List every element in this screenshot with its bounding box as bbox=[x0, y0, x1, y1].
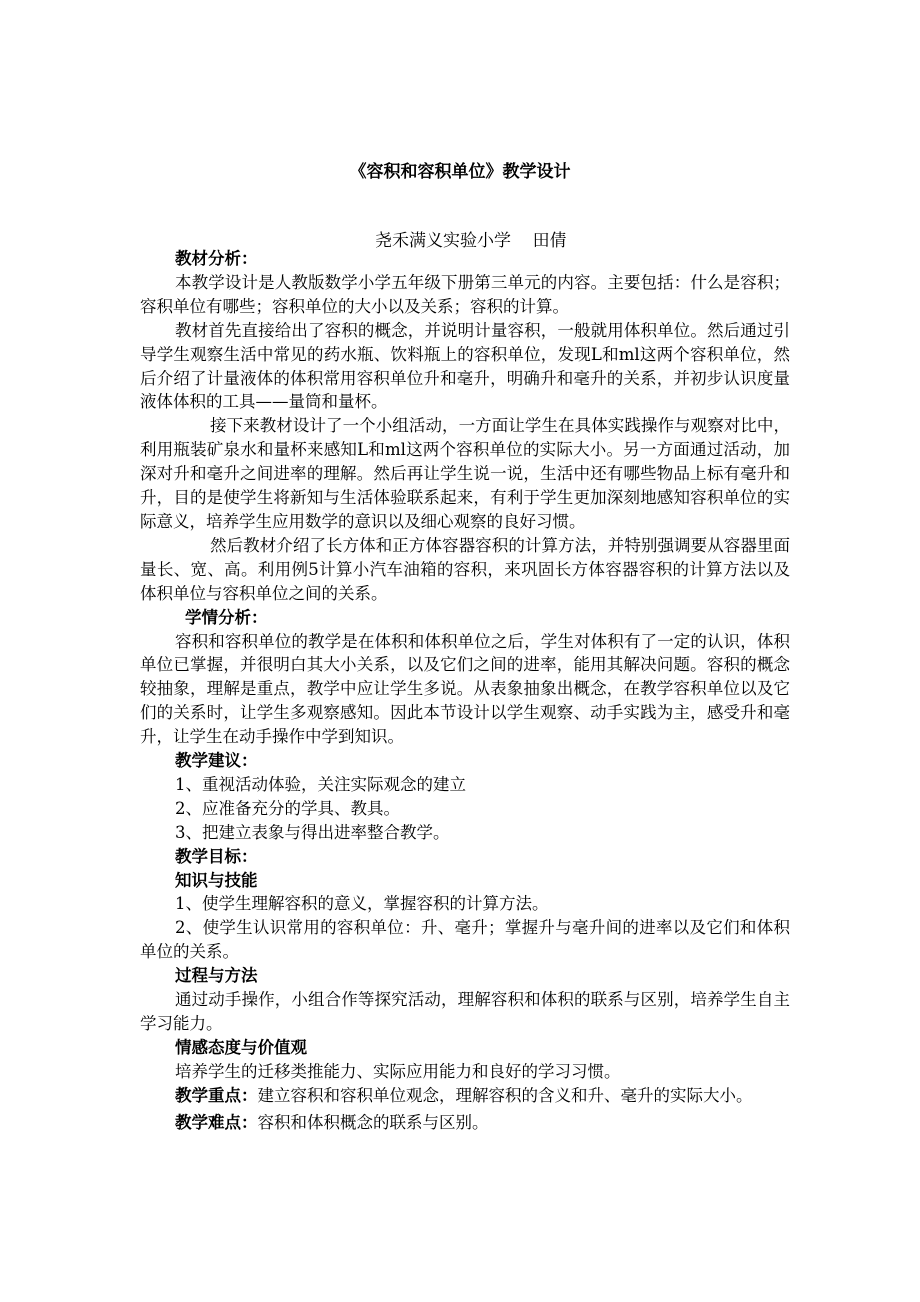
list-item: 2、使学生认识常用的容积单位：升、毫升；掌握升与毫升间的进率以及它们和体积单位的关系。 bbox=[140, 918, 790, 962]
paragraph: 接下来教材设计了一个小组活动，一方面让学生在具体实践操作与观察对比中，利用瓶装矿泉水和量杯来感知L和ml这两个容积单位的实际大小。另一方面通过活动，加深对升和毫升之间进率的理解。然后再让学生说一说，生活中还有哪些物品上标有毫升和升，目的是使学生将新知与生活体验联系起来，有利于学生更加深刻地感知容积单位的实际意义，培养学生应用数学的意识以及细心观察的良好习惯。 bbox=[140, 416, 790, 531]
heading-teaching-goals: 教学目标： bbox=[175, 846, 258, 866]
document-body bbox=[140, 247, 790, 1135]
heading-emotion-values: 情感态度与价值观 bbox=[175, 1037, 307, 1057]
document-title: 《容积和容积单位》教学设计 bbox=[349, 162, 571, 182]
difficult-points-text: 容积和体积概念的联系与区别。 bbox=[257, 1112, 489, 1132]
list-item: 1、重视活动体验，关注实际观念的建立 bbox=[175, 774, 466, 794]
list-item: 3、把建立表象与得出进率整合教学。 bbox=[175, 822, 450, 842]
author-line: 尧禾满义实验小学 田倩 bbox=[375, 231, 567, 251]
key-points bbox=[140, 1084, 790, 1108]
heading-knowledge-skills: 知识与技能 bbox=[175, 870, 258, 890]
paragraph: 然后教材介绍了长方体和正方体容器容积的计算方法，并特别强调要从容器里面量长、宽、高。利用例5计算小汽车油箱的容积，来巩固长方体容器容积的计算方法以及体积单位与容积单位之间的关系。 bbox=[140, 535, 790, 603]
paragraph: 容积和容积单位的教学是在体积和体积单位之后，学生对体积有了一定的认识，体积单位已掌握，并很明白其大小关系，以及它们之间的进率，能用其解决问题。容积的概念较抽象，理解是重点，教学中应让学生多说。从表象抽象出概念，在教学容积单位以及它们的关系时，让学生多观察感知。因此本节设计以学生观察、动手实践为主，感受升和毫升，让学生在动手操作中学到知识。 bbox=[140, 631, 790, 747]
list-item: 2、应准备充分的学具、教具。 bbox=[175, 798, 400, 818]
heading-teaching-advice: 教学建议： bbox=[175, 751, 258, 771]
difficult-points bbox=[140, 1111, 790, 1135]
heading-learner-analysis: 学情分析： bbox=[185, 607, 268, 627]
paragraph: 通过动手操作，小组合作等探究活动，理解容积和体积的联系与区别，培养学生自主学习能力。 bbox=[140, 990, 790, 1033]
list-item: 1、使学生理解容积的意义，掌握容积的计算方法。 bbox=[175, 894, 549, 914]
key-points-label: 教学重点： bbox=[175, 1085, 258, 1105]
paragraph: 教材首先直接给出了容积的概念，并说明计量容积，一般就用体积单位。然后通过引导学生观察生活中常见的药水瓶、饮料瓶上的容积单位，发现L和ml这两个容积单位，然后介绍了计量液体的体积常用容积单位升和毫升，明确升和毫升的关系，并初步认识度量液体体积的工具——量筒和量杯。 bbox=[140, 320, 790, 412]
paragraph: 培养学生的迁移类推能力、实际应用能力和良好的学习习惯。 bbox=[175, 1061, 621, 1081]
paragraph: 本教学设计是人教版数学小学五年级下册第三单元的内容。主要包括：什么是容积；容积单位有哪些；容积单位的大小以及关系；容积的计算。 bbox=[140, 272, 790, 316]
heading-process-methods: 过程与方法 bbox=[175, 966, 258, 986]
key-points-text: 建立容积和容积单位观念，理解容积的含义和升、毫升的实际大小。 bbox=[257, 1085, 753, 1105]
difficult-points-label: 教学难点： bbox=[175, 1112, 258, 1132]
heading-material-analysis: 教材分析： bbox=[175, 249, 258, 268]
